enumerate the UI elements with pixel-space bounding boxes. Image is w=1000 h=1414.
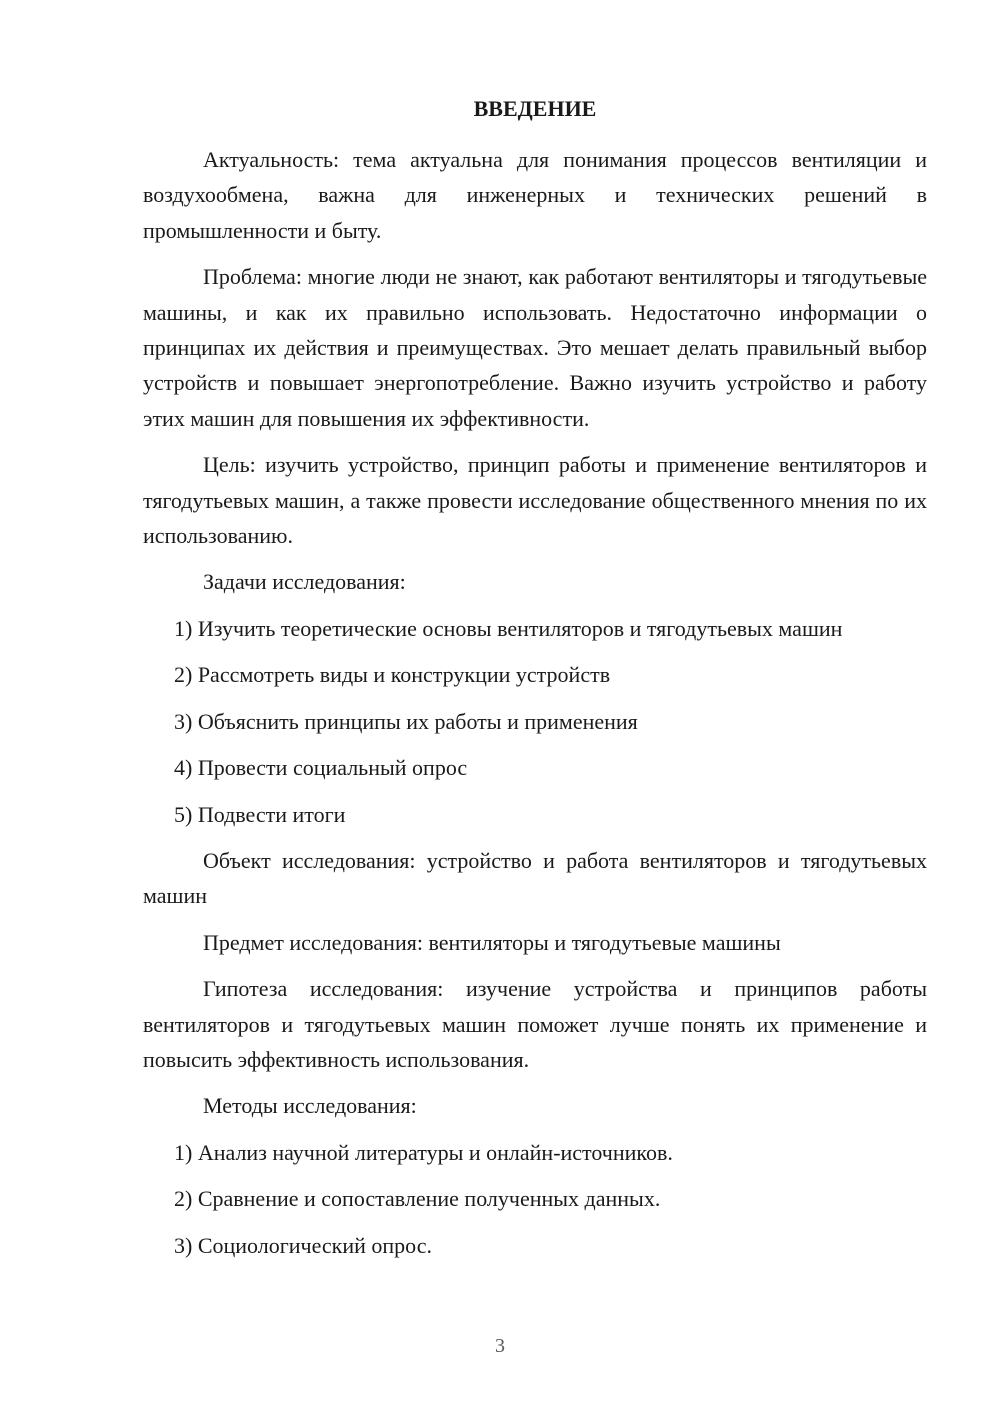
paragraph-problem: Проблема: многие люди не знают, как работают вентиляторы и тягодутьевые машины, и как их правильно использовать. Недостаточно информации о принципах их действия и преимуществах. Это мешает делать правильный выбор устройств и повышает энергопотребление. Важно изучить устройство и работу этих машин для повышения их эффективности. xyxy=(143,264,927,431)
list-item: 4) Провести социальный опрос xyxy=(174,755,468,781)
list-item: 5) Подвести итоги xyxy=(174,801,346,827)
list-item: 1) Анализ научной литературы и онлайн-источников. xyxy=(174,1139,673,1165)
paragraph-goal: Цель: изучить устройство, принцип работы и применение вентиляторов и тягодутьевых машин, а также провести исследование общественного мнения по их использованию. xyxy=(143,452,927,549)
list-item: 2) Рассмотреть виды и конструкции устройств xyxy=(174,662,611,688)
tasks-list xyxy=(143,611,927,832)
page-number: 3 xyxy=(495,1335,505,1357)
methods-list xyxy=(143,1135,927,1263)
methods-title: Методы исследования: xyxy=(203,1093,417,1119)
list-item: 2) Сравнение и сопоставление полученных данных. xyxy=(174,1186,661,1212)
paragraph-subject: Предмет исследования: вентиляторы и тягодутьевые машины xyxy=(203,929,781,955)
list-item: 1) Изучить теоретические основы вентиляторов и тягодутьевых машин xyxy=(174,615,843,641)
page-content xyxy=(143,94,927,1274)
list-item: 3) Объяснить принципы их работы и применения xyxy=(174,708,638,734)
paragraph-object: Объект исследования: устройство и работа вентиляторов и тягодутьевых машин xyxy=(143,847,927,909)
tasks-title: Задачи исследования: xyxy=(203,569,406,595)
paragraph-relevance: Актуальность: тема актуальна для понимания процессов вентиляции и воздухообмена, важна для инженерных и технических решений в промышленности и быту. xyxy=(143,147,927,243)
list-item: 3) Социологический опрос. xyxy=(174,1232,432,1258)
paragraph-hypothesis: Гипотеза исследования: изучение устройства и принципов работы вентиляторов и тягодутьевых машин поможет лучше понять их применение и повысить эффективность использования. xyxy=(143,976,927,1072)
section-heading: ВВЕДЕНИЕ xyxy=(473,96,597,121)
